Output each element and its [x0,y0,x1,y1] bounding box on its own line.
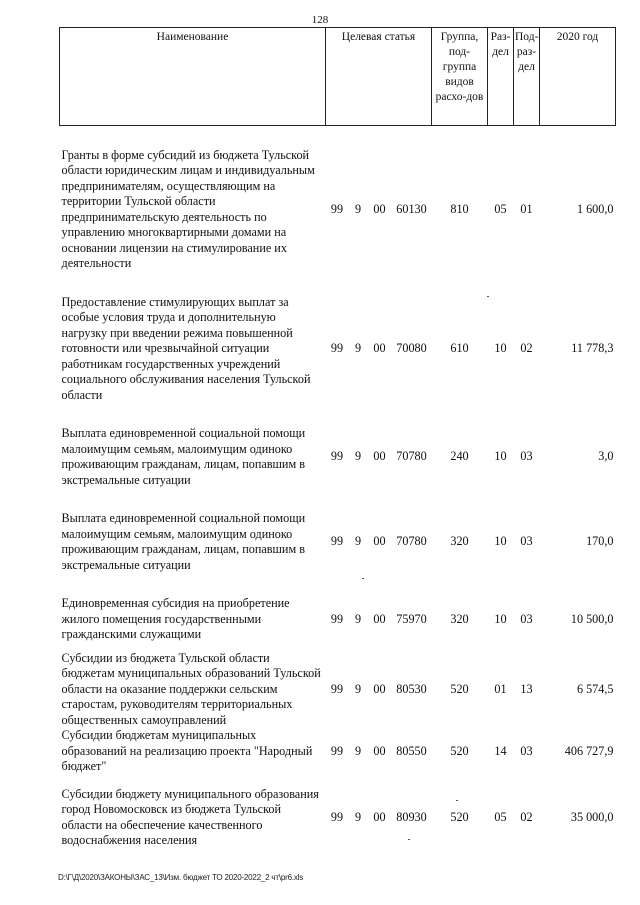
row-amount: 11 778,3 [571,341,614,355]
row-subsection: 02 [520,809,533,824]
row-amount: 10 500,0 [570,611,614,626]
row-name: Гранты в форме субсидий из бюджета Тульской области юридическим лицам и индивидуальным предпринимателям, осуществляющим на территории Тульской области предпринимательскую деятельность по управлению многоквартирными домами на основании лицензии на стимулирование их деятельности [61,147,315,270]
row-name: Субсидии бюджету муниципального образования город Новомосковск из бюджета Тульской области на обеспечение качественного водоснабжения населения [61,786,319,847]
header-target: Целевая статья [326,28,432,126]
row-code-4: 80930 [396,809,427,824]
row-name: Субсидии из бюджета Тульской области бюджетам муниципальных образований Тульской области на оказание поддержки сельским старостам, руководителям территориальных общественных самоуправлений [61,650,321,727]
row-name: Субсидии бюджетам муниципальных образований на реализацию проекта "Народный бюджет" [61,728,313,773]
row-group: 810 [450,201,469,216]
row-code-3: 00 [373,611,386,626]
budget-table [59,27,616,849]
row-section: 10 [494,341,507,355]
row-subsection: 03 [520,534,533,549]
row-group: 520 [450,681,469,696]
row-section: 05 [494,201,507,216]
row-group: 610 [450,341,469,355]
row-group: 520 [450,809,469,824]
row-subsection: 02 [520,341,533,355]
file-path-footer: D:\Г\Д\2020\ЗАКОНЫ\ЗАС_13\Изм. бюджет ТО 2020-2022_2 чт\pr6.xls [58,873,304,882]
table-header [60,28,616,126]
row-amount: 1 600,0 [576,201,614,216]
scan-speck [408,839,410,840]
table-row [60,728,616,775]
row-code-4: 80550 [396,743,427,758]
row-group: 240 [450,449,469,464]
table-row [60,511,616,573]
table-row [60,426,616,488]
row-amount: 170,0 [586,534,614,549]
row-amount: 406 727,9 [564,743,614,758]
row-code-2: 9 [354,534,362,549]
page-number: 128 [311,14,329,26]
row-code-1: 99 [330,449,344,464]
row-group: 520 [450,743,469,758]
row-code-2: 9 [354,341,362,355]
row-name: Выплата единовременной социальной помощи малоимущим семьям, малоимущим одиноко проживающим гражданам, лицам, попавшим в экстремальные ситуации [61,511,306,572]
row-code-1: 99 [330,809,344,824]
table-row [60,596,616,643]
row-amount: 35 000,0 [570,809,614,824]
row-code-4: 70780 [396,534,427,549]
row-group: 320 [450,534,469,549]
row-subsection: 03 [520,449,533,464]
row-code-3: 00 [373,201,386,216]
header-name: Наименование [60,28,326,126]
row-section: 05 [494,809,507,824]
row-code-4: 70080 [396,341,427,355]
table-row [60,787,616,849]
header-year: 2020 год [540,28,616,126]
row-subsection: 03 [520,611,533,626]
row-amount: 6 574,5 [576,681,614,696]
row-section: 10 [494,534,507,549]
row-group: 320 [450,611,469,626]
row-code-2: 9 [354,681,362,696]
row-code-2: 9 [354,743,362,758]
row-section: 10 [494,611,507,626]
header-section: Раз-дел [488,28,514,126]
header-group: Группа, под-группа видов расхо-дов [432,28,488,126]
row-code-1: 99 [330,341,344,355]
row-name: Предоставление стимулирующих выплат за особые условия труда и дополнительную нагрузку при введении режима повышенной готовности или чрезвычайной ситуации работникам государственных учреждений социального обслуживания населения Тульской области [61,294,311,402]
row-code-1: 99 [330,611,344,626]
scan-speck [362,578,364,579]
row-section: 14 [494,743,507,758]
row-code-2: 9 [354,201,362,216]
table-row [60,148,616,272]
row-code-2: 9 [354,809,362,824]
row-code-1: 99 [330,743,344,758]
row-code-1: 99 [330,201,344,216]
row-code-4: 70780 [396,449,427,464]
row-code-3: 00 [373,341,386,355]
row-code-3: 00 [373,449,386,464]
row-code-1: 99 [330,681,344,696]
header-subsection: Под-раз-дел [514,28,540,126]
row-name: Выплата единовременной социальной помощи малоимущим семьям, малоимущим одиноко проживающим гражданам, лицам, попавшим в экстремальные ситуации [61,426,306,487]
table-row [60,651,616,729]
scan-speck [456,800,458,801]
table-body [60,126,616,849]
row-code-2: 9 [354,449,362,464]
row-amount: 3,0 [598,449,614,464]
row-code-3: 00 [373,681,386,696]
row-code-4: 80530 [396,681,427,696]
row-code-4: 75970 [396,611,427,626]
row-code-2: 9 [354,611,362,626]
table-row [60,295,616,404]
row-code-4: 60130 [396,201,427,216]
row-code-3: 00 [373,809,386,824]
row-code-3: 00 [373,534,386,549]
row-subsection: 03 [520,743,533,758]
row-section: 01 [494,681,507,696]
row-subsection: 13 [520,681,533,696]
row-code-3: 00 [373,743,386,758]
row-section: 10 [494,449,507,464]
scan-speck [487,296,489,297]
row-subsection: 01 [520,201,533,216]
row-name: Единовременная субсидия на приобретение жилого помещения государственными гражданскими служащими [61,596,290,641]
row-code-1: 99 [330,534,344,549]
